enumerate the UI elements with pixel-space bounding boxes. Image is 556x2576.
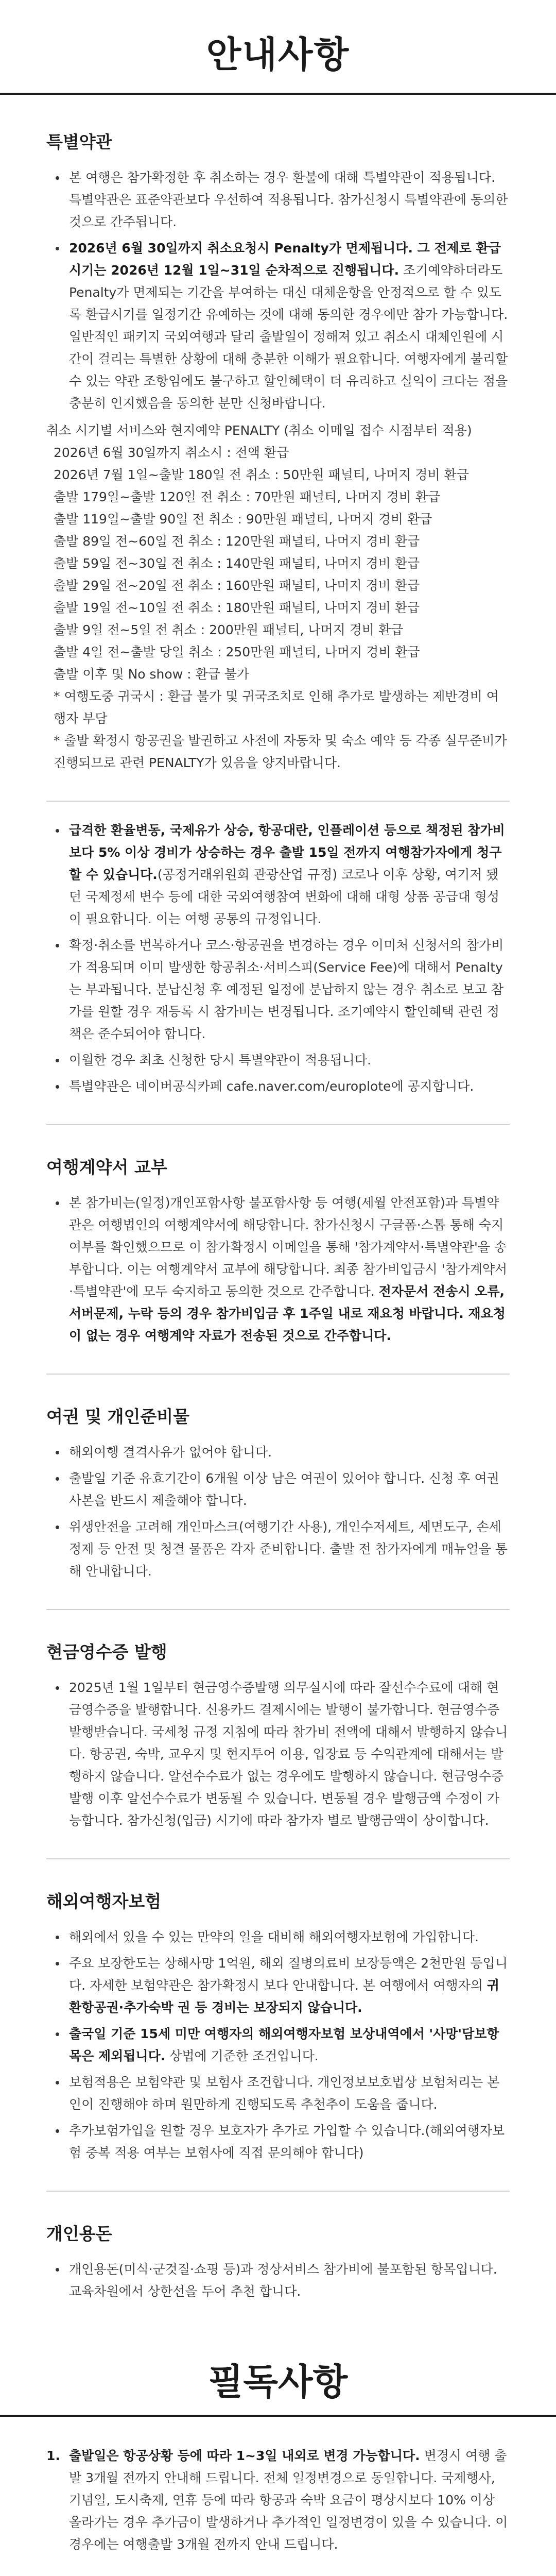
must-read-title: 필독사항	[208, 2361, 348, 2403]
schedule-line: 출발 19일 전~10일 전 취소 : 180만원 패널티, 나머지 경비 환급	[54, 600, 420, 615]
schedule-line: 출발 9일 전~5일 전 취소 : 200만원 패널티, 나머지 경비 환급	[54, 622, 404, 637]
list-item: 추가보험가입을 원할 경우 보호자가 추가로 가입할 수 있습니다.(해외여행자보험 중복 적용 여부는 보험사에 직접 문의해야 합니다)	[69, 2120, 510, 2164]
schedule-line: 2026년 7월 1일~출발 180일 전 취소 : 50만원 패널티, 나머지 경비 환급	[54, 467, 469, 482]
insurance-list	[46, 1926, 510, 2164]
notice-title: 안내사항	[206, 33, 350, 76]
section-spacer	[0, 2307, 556, 2353]
schedule-line: 출발 179일~출발 120일 전 취소 : 70만원 패널티, 나머지 경비 환급	[54, 489, 441, 504]
contract-list	[46, 1192, 510, 1347]
list-item: 주요 보장한도는 상해사망 1억원, 해외 질병의료비 보장등액은 2천만원 등입니다. 자세한 보험약관은 참가확정시 보다 안내합니다. 본 여행에서 여행자의 귀환항공권·추가숙박 권 등 경비는 보장되지 않습니다.	[69, 1952, 510, 2019]
notice-section	[0, 129, 556, 2302]
special-terms-title: 특별약관	[46, 132, 112, 152]
section-divider	[46, 2191, 510, 2192]
item-number: 1.	[46, 2448, 60, 2463]
cancel-schedule-title: 취소 시기별 서비스와 현지예약 PENALTY (취소 이메일 접수 시점부터 적용)	[46, 423, 472, 438]
schedule-line: 출발 29일 전~20일 전 취소 : 160만원 패널티, 나머지 경비 환급	[54, 578, 420, 593]
list-item: 해외에서 있을 수 있는 만약의 일을 대비해 해외여행자보험에 가입합니다.	[69, 1926, 510, 1948]
insurance-title: 해외여행자보험	[46, 1891, 162, 1911]
schedule-note: * 출발 확정시 항공권을 발권하고 사전에 자동차 및 숙소 예약 등 각종 실무준비가 진행되므로 관련 PENALTY가 있음을 양지바랍니다.	[54, 733, 507, 770]
pocket-money-title: 개인용돈	[46, 2224, 112, 2244]
list-item: 2025년 1월 1일부터 현금영수증발행 의무실시에 따라 잘선수수료에 대해 현금영수증을 발행합니다. 신용카드 결제시에는 발행이 불가합니다. 현금영수증 발행받습니다. 국세청 규정 지침에 따라 참가비 전액에 대해서 발행하지 않습니다. 항공권, 숙박, 교우지 및 현지투어 이용, 입장료 등 수익관계에 대해서는 발행하지 않습니다. 알선수수료가 없는 경우에도 발행하지 않습니다. 현금영수증 발행 이후 알선수수료가 변동될 수 있습니다. 변동될 경우 발행금액 수정이 가능합니다. 참가신청(입금) 시기에 따라 참가자 별로 발행금액이 상이합니다.	[69, 1676, 510, 1832]
special-terms-list	[46, 166, 510, 414]
list-item: 보험적용은 보험약관 및 보험사 조건합니다. 개인정보보호법상 보험처리는 본인이 진행해야 하며 원만하게 진행되도록 추천추이 도움을 줍니다.	[69, 2071, 510, 2115]
schedule-note: * 여행도중 귀국시 : 환급 불가 및 귀국조치로 인해 추가로 발생하는 제반경비 여행자 부담	[54, 689, 499, 726]
list-item: 출국일 기준 15세 미만 여행자의 해외여행자보험 보상내역에서 '사망'담보항목은 제외됩니다. 상법에 기준한 조건입니다.	[69, 2023, 510, 2067]
list-item: 급격한 환율변동, 국제유가 상승, 항공대란, 인플레이션 등으로 책정된 참가비보다 5% 이상 경비가 상승하는 경우 출발 15일 전까지 여행참가자에게 청구할 수 있습니다.(공정거래위원회 관광산업 규정) 코로나 이후 상황, 여기저 됐던 국제정세 변수 등에 대한 국외여행참여 변화에 대해 대형 상품 공급대 형성이 필요합니다. 이는 여행 공통의 규정입니다.	[69, 819, 510, 930]
section-divider	[46, 1124, 510, 1125]
passport-title: 여권 및 개인준비물	[46, 1406, 190, 1427]
cancel-schedule	[46, 419, 510, 774]
receipt-title: 현금영수증 발행	[46, 1642, 167, 1662]
list-item: 출발일 기준 유효기간이 6개월 이상 남은 여권이 있어야 합니다. 신청 후 여권사본을 반드시 제출해야 합니다.	[69, 1467, 510, 1512]
receipt-list	[46, 1676, 510, 1832]
schedule-line: 출발 59일 전~30일 전 취소 : 140만원 패널티, 나머지 경비 환급	[54, 556, 420, 571]
general-notice-list	[46, 819, 510, 1097]
contract-title: 여행계약서 교부	[46, 1157, 167, 1177]
list-item: 위생안전을 고려해 개인마스크(여행기간 사용), 개인수저세트, 세면도구, 손세정제 등 안전 및 청결 물품은 각자 준비합니다. 출발 전 참가자에게 매뉴얼을 통해 안내합니다.	[69, 1516, 510, 1582]
list-item: 개인용돈(미식·군것질·쇼핑 등)과 정상서비스 참가비에 불포함된 항목입니다. 교육차원에서 상한선을 두어 추천 합니다.	[69, 2258, 510, 2302]
list-item: 2026년 6월 30일까지 취소요청시 Penalty가 면제됩니다. 그 전제로 환급시기는 2026년 12월 1일~31일 순차적으로 진행됩니다. 조기예약하더라도 Penalty가 면제되는 기간을 부여하는 대신 대체운항을 안정적으로 할 수 있도록 환급시기를 일정기간 유예하는 것에 대해 동의한 경우에만 참가 가능합니다. 일반적인 패키지 국외여행과 달리 출발일이 정해져 있고 취소시 대체인원에 시간이 걸리는 특별한 상황에 대해 충분한 이해가 필요합니다. 여행자에게 불리할 수 있는 약관 조항임에도 불구하고 할인혜택이 더 유리하고 실익이 크다는 점을 충분히 인지했음을 동의한 분만 신청바랍니다.	[69, 237, 510, 414]
must-read-item: 1. 출발일은 항공상황 등에 따라 1~3일 내외로 변경 가능합니다. 변경시 여행 출발 3개월 전까지 안내해 드립니다. 전체 일정변경으로 동일합니다. 국제행사, 기념일, 도시축제, 연휴 등에 따라 항공과 숙박 요금이 평상시보다 10% 이상 올라가는 경우 추가금이 발생하거나 추가적인 일정변경이 있을 수 있습니다. 이 경우에는 여행출발 3개월 전까지 안내 드립니다.	[46, 2445, 510, 2555]
list-item: 이월한 경우 최초 신청한 당시 특별약관이 적용됩니다.	[69, 1049, 510, 1071]
section-divider	[46, 801, 510, 802]
section-divider	[46, 1374, 510, 1375]
list-item: 확정·취소를 번복하거나 코스·항공권을 변경하는 경우 이미처 신청서의 참가비가 적용되며 이미 발생한 항공취소·서비스피(Service Fee)에 대해서 Penalty는 부과됩니다. 분납신청 후 예정된 일정에 분납하지 않는 경우 취소로 보고 참가를 원할 경우 재등록 시 참가비는 변경됩니다. 조기예약시 할인혜택 관련 정책은 준수되어야 합니다.	[69, 934, 510, 1045]
list-item: 특별약관은 네이버공식카페 cafe.naver.com/europlote에 공지합니다.	[69, 1075, 510, 1097]
list-item: 해외여행 결격사유가 없어야 합니다.	[69, 1441, 510, 1463]
list-item: 본 참가비는(일정)개인포함사항 불포함사항 등 여행(세월 안전포함)과 특별약관은 여행법인의 여행계약서에 해당합니다. 참가신청시 구글폼·스톱 통해 숙지여부를 확인했으므로 이 참가확정시 이메일을 통해 '참가계약서·특별약관'을 송부합니다. 이는 여행계약서 교부에 해당합니다. 최종 참가비입금시 '참가계약서·특별약관'에 모두 숙지하고 동의한 것으로 간주합니다. 전자문서 전송시 오류, 서버문제, 누락 등의 경우 참가비입금 후 1주일 내로 재요청 바랍니다. 재요청이 없는 경우 여행계약 자료가 전송된 것으로 간주합니다.	[69, 1192, 510, 1347]
schedule-line: 출발 이후 및 No show : 환급 불가	[54, 667, 250, 682]
pocket-money-list	[46, 2258, 510, 2302]
must-read-list	[0, 2417, 556, 2576]
passport-list	[46, 1441, 510, 1582]
section-divider	[46, 1609, 510, 1610]
schedule-line: 2026년 6월 30일까지 취소시 : 전액 환급	[54, 445, 289, 460]
section-divider	[46, 1858, 510, 1859]
title-divider	[0, 93, 556, 95]
schedule-line: 출발 119일~출발 90일 전 취소 : 90만원 패널티, 나머지 경비 환급	[54, 512, 432, 527]
schedule-line: 출발 89일 전~60일 전 취소 : 120만원 패널티, 나머지 경비 환급	[54, 534, 420, 549]
schedule-line: 출발 4일 전~출발 당일 취소 : 250만원 패널티, 나머지 경비 환급	[54, 645, 420, 659]
list-item: 본 여행은 참가확정한 후 취소하는 경우 환불에 대해 특별약관이 적용됩니다. 특별약관은 표준약관보다 우선하여 적용됩니다. 참가신청시 특별약관에 동의한 것으로 간주됩니다.	[69, 166, 510, 233]
